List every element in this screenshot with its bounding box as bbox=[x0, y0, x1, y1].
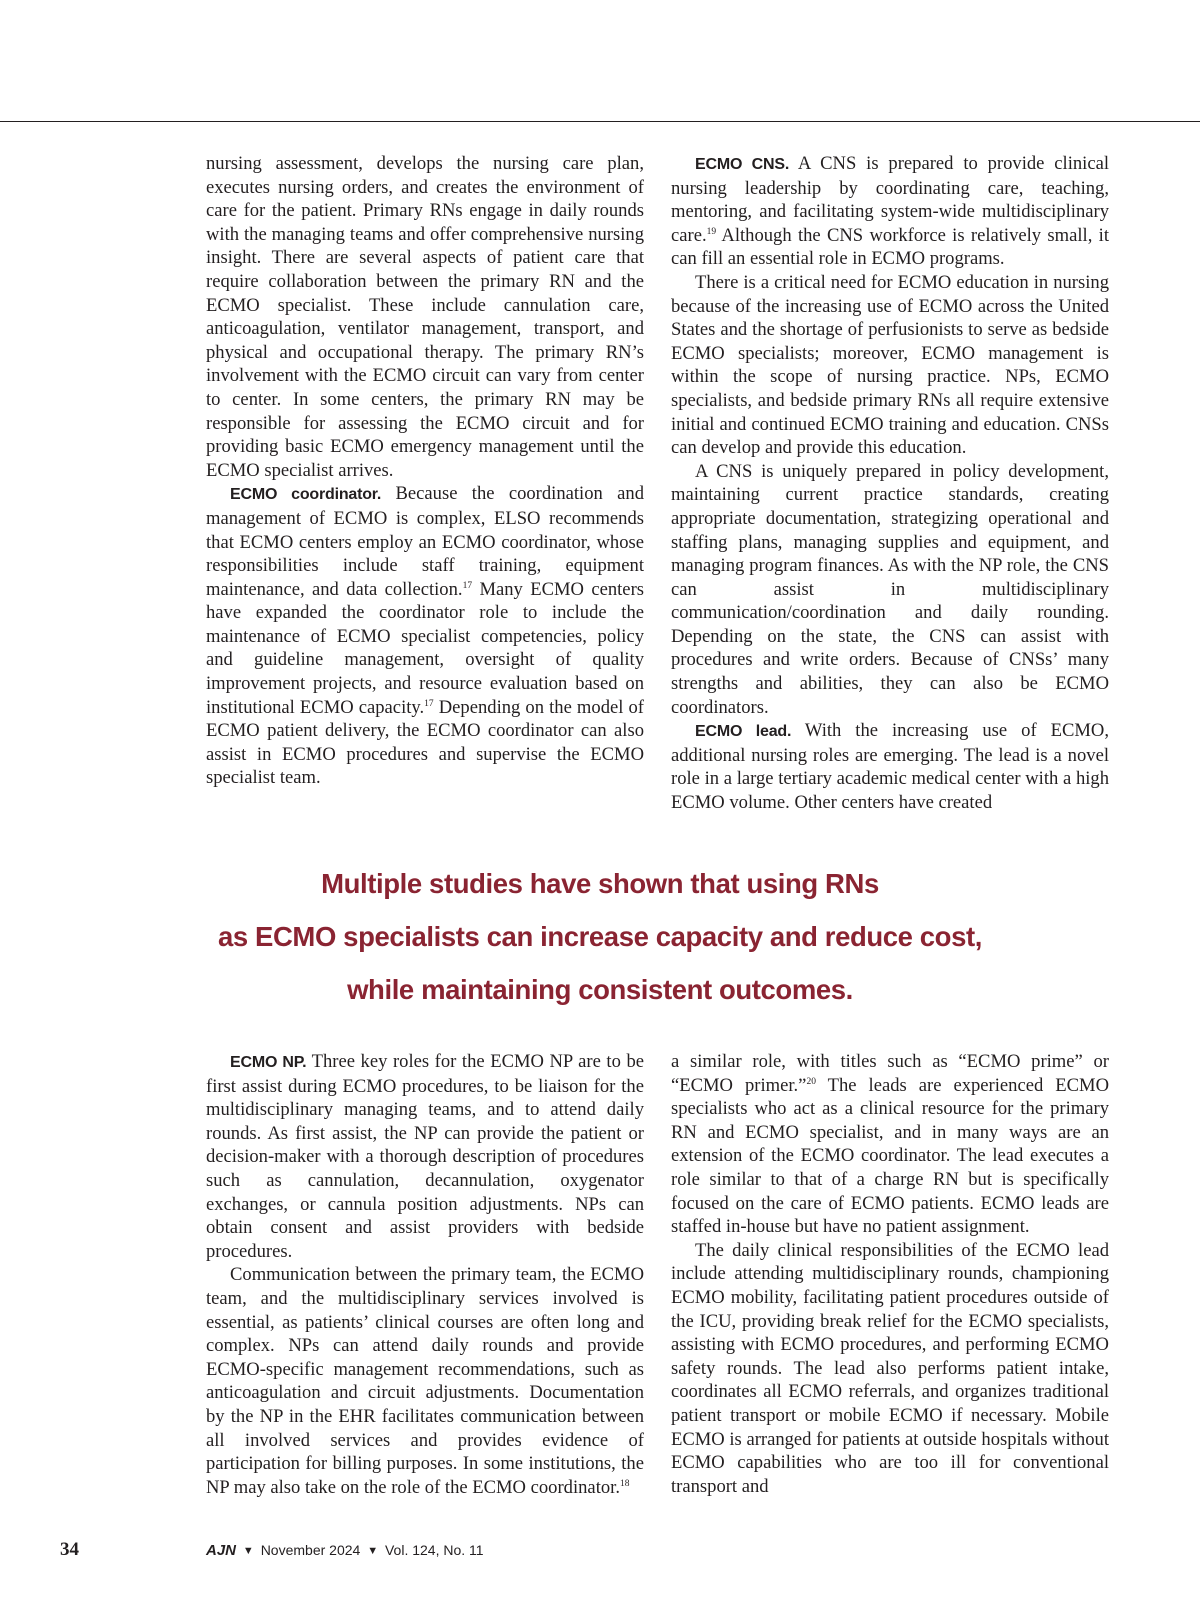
paragraph-primary-rn: nursing assessment, develops the nursing care plan, executes nursing orders, and creates the environment of care for the patient. Primary RNs engage in daily rounds with the managing teams and offer comprehensive nursing insight. There are several aspects of patient care that require collaboration between the primary RN and the ECMO specialist. These include cannulation care, anticoagulation, ventilator management, transport, and physical and occupational therapy. The primary RN’s involvement with the ECMO circuit can vary from center to center. In some centers, the primary RN may be responsible for assessing the ECMO circuit and for providing basic ECMO emergency management until the ECMO specialist arrives. bbox=[206, 153, 644, 481]
reference-19: 19 bbox=[706, 226, 717, 237]
issue-volume: Vol. 124, No. 11 bbox=[384, 1542, 484, 1558]
reference-18: 18 bbox=[619, 1478, 630, 1489]
column-bottom-left bbox=[206, 1050, 644, 1499]
np-text-1: Three key roles for the ECMO NP are to be first assist during ECMO procedures, to be liaison for the multidisciplinary managing teams, and to attend daily rounds. As first assist, the NP can provide the patient or decision-maker with a thorough description of procedures such as cannulation, decannulation, oxygenator exchanges, or cannula position adjustments. NPs can obtain consent and assist providers with bedside procedures. bbox=[206, 1051, 644, 1262]
column-bottom-right bbox=[671, 1050, 1109, 1498]
heading-ecmo-lead: ECMO lead. bbox=[695, 723, 792, 741]
pull-quote-line-1: Multiple studies have shown that using RNs bbox=[321, 868, 879, 899]
heading-ecmo-np: ECMO NP. bbox=[230, 1054, 307, 1071]
paragraph-cns-policy: A CNS is uniquely prepared in policy development, maintaining current practice standards, creating appropriate documentation, strategizing operational and staffing plans, managing supplies and equipment, and managing program finances. As with the NP role, the CNS can assist in multidisciplinary communication/coordination and daily rounding. Depending on the state, the CNS can assist with procedures and write orders. Because of CNSs’ many strengths and abilities, they can also be ECMO coordinators. bbox=[671, 460, 1109, 718]
reference-17: 17 bbox=[462, 580, 473, 591]
triangle-separator-icon: ▼ bbox=[367, 1545, 379, 1557]
heading-ecmo-coordinator: ECMO coordinator. bbox=[230, 486, 382, 504]
paragraph-ecmo-np bbox=[206, 1050, 644, 1263]
coordinator-text-3: Depending on the model of ECMO patient delivery, the ECMO coordinator can also assist in ECMO procedures and supervise the ECMO specialist team. bbox=[206, 696, 644, 789]
cns-text-2: Although the CNS workforce is relatively small, it can fill an essential role in ECMO programs. bbox=[671, 224, 1109, 270]
paragraph-ecmo-lead bbox=[671, 719, 1109, 814]
cns-text-1: A CNS is prepared to provide clinical nursing leadership by coordinating care, teaching, mentoring, and facilitating system-wide multidisciplinary care. bbox=[671, 153, 1109, 246]
issue-date: November 2024 bbox=[260, 1542, 361, 1558]
coordinator-text-2: Many ECMO centers have expanded the coordinator role to include the maintenance of ECMO specialist competencies, policy and guideline management, oversight of quality improvement projects, and resource evaluation based on institutional ECMO capacity. bbox=[206, 578, 644, 718]
paragraph-ecmo-cns bbox=[671, 152, 1109, 271]
column-top-right bbox=[671, 152, 1109, 815]
paragraph-ecmo-education: There is a critical need for ECMO education in nursing because of the increasing use of ECMO across the United States and the shortage of perfusionists to serve as bedside ECMO specialists; moreover, ECMO management is within the scope of nursing practice. NPs, ECMO specialists, and bedside primary RNs all require extensive initial and continued ECMO training and education. CNSs can develop and provide this education. bbox=[671, 271, 1109, 459]
heading-ecmo-cns: ECMO CNS. bbox=[695, 156, 790, 173]
pull-quote-line-2: as ECMO specialists can increase capacity and reduce cost, bbox=[218, 921, 982, 952]
paragraph-lead-continued bbox=[671, 1050, 1109, 1239]
pull-quote-line-3: while maintaining consistent outcomes. bbox=[347, 974, 853, 1005]
coordinator-text-1: Because the coordination and management of ECMO is complex, ELSO recommends that ECMO centers employ an ECMO coordinator, whose responsibilities include staff training, equipment maintenance, and data collection. bbox=[206, 483, 644, 600]
page-number: 34 bbox=[60, 1539, 79, 1560]
reference-20: 20 bbox=[806, 1076, 816, 1087]
paragraph-lead-responsibilities: The daily clinical responsibilities of the ECMO lead include attending multidisciplinary rounds, championing ECMO mobility, facilitating patient procedures outside of the ICU, providing break relief for the ECMO specialists, assisting with ECMO procedures, and performing ECMO safety rounds. The lead also performs patient intake, coordinates all ECMO referrals, and organizes traditional patient transport or mobile ECMO if necessary. Mobile ECMO is arranged for patients at outside hospitals without ECMO capabilities who are too ill for conventional transport and bbox=[671, 1239, 1109, 1497]
reference-17: 17 bbox=[424, 698, 434, 709]
lead-cont-text-1: a similar role, with titles such as “ECMO prime” or “ECMO primer.” bbox=[671, 1051, 1109, 1096]
journal-footer bbox=[206, 1542, 484, 1559]
pull-quote bbox=[180, 857, 1020, 1016]
triangle-separator-icon: ▼ bbox=[242, 1545, 254, 1557]
top-rule bbox=[0, 121, 1200, 122]
lead-text-1: With the increasing use of ECMO, additional nursing roles are emerging. The lead is a novel role in a large tertiary academic medical center with a high ECMO volume. Other centers have created bbox=[671, 720, 1109, 814]
journal-name: AJN bbox=[206, 1542, 237, 1559]
paragraph-np-communication bbox=[206, 1263, 644, 1499]
column-top-left bbox=[206, 152, 644, 790]
paragraph-ecmo-coordinator bbox=[206, 482, 644, 790]
np-communication-text: Communication between the primary team, the ECMO team, and the multidisciplinary services involved is essential, as patients’ clinical courses are often long and complex. NPs can attend daily rounds and provide ECMO-specific management recommendations, such as anticoagulation and circuit adjustments. Documentation by the NP in the EHR facilitates communication between all involved services and provides evidence of participation for billing purposes. In some institutions, the NP may also take on the role of the ECMO coordinator. bbox=[206, 1264, 644, 1498]
lead-cont-text-2: The leads are experienced ECMO specialists who act as a clinical resource for the primary RN and ECMO specialist, and in many ways are an extension of the ECMO coordinator. The lead executes a role similar to that of a charge RN but is specifically focused on the care of ECMO patients. ECMO leads are staffed in-house but have no patient assignment. bbox=[671, 1074, 1110, 1238]
